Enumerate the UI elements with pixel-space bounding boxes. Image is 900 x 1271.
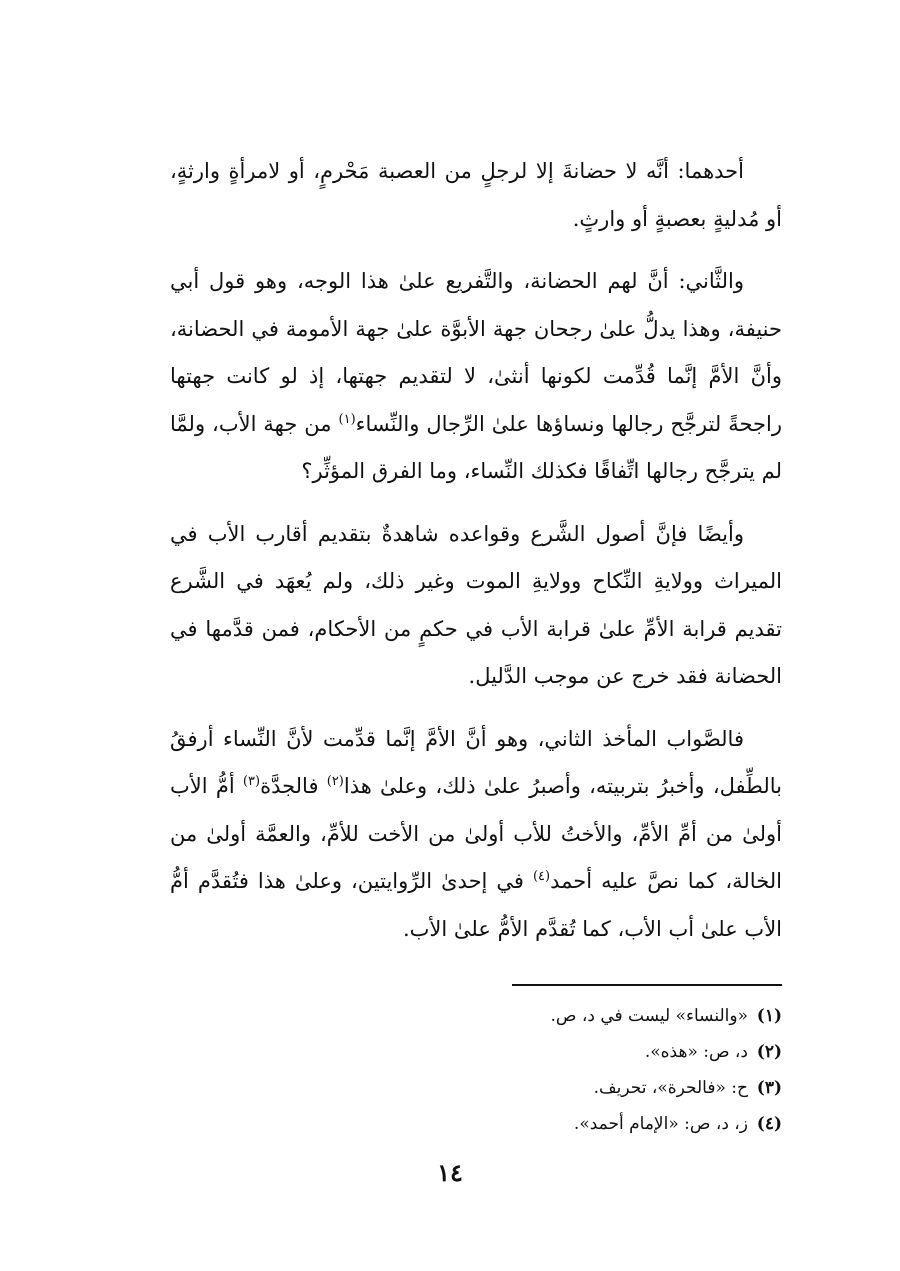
- paragraph-text: فالجدَّة: [260, 774, 327, 798]
- paragraph-text: في إحدىٰ الرِّوايتين، وعلىٰ هذا فتُقدَّم أمُّ الأب علىٰ أب الأب، كما تُقدَّم الأمُّ علىٰ الأب.: [170, 869, 782, 941]
- paragraph-text: وأيضًا فإنَّ أصول الشَّرع وقواعده شاهدةٌ بتقديم أقارب الأب في الميراث وولايةِ النِّكاح وولايةِ الموت وغير ذلك، ولم يُعهَد في الشَّرع تقديم قرابة الأمِّ علىٰ قرابة الأب في حكمٍ من الأحكام، فمن قدَّمها في الحضانة فقد خرج عن موجب الدَّليل.: [170, 521, 782, 688]
- footnote-text: «والنساء» ليست في د، ص.: [550, 1006, 748, 1026]
- footnote-text: د، ص: «هذه».: [644, 1042, 748, 1062]
- paragraph: [170, 258, 782, 496]
- footnote: [440, 1070, 782, 1106]
- footnote: [440, 998, 782, 1034]
- paragraph-text: والثَّاني: أنَّ لهم الحضانة، والتَّفريع علىٰ هذا الوجه، وهو قول أبي حنيفة، وهذا يدلُّ علىٰ رجحان جهة الأبوَّة علىٰ جهة الأمومة في الحضانة، وأنَّ الأمَّ إنَّما قُدِّمت لكونها أنثىٰ، لا لتقديم جهتها، إذ لو كانت جهتها راجحةً لترجَّح رجالها ونساؤها علىٰ الرِّجال والنِّساء: [170, 269, 783, 436]
- footnote-reference[interactable]: (٤): [532, 869, 551, 884]
- footnote-reference[interactable]: (٢): [326, 774, 344, 789]
- footnote-number: (٤): [756, 1114, 782, 1134]
- paragraph: [170, 511, 782, 701]
- body-text: [170, 148, 782, 968]
- footnote-number: (١): [756, 1006, 782, 1026]
- footnote-number: (٢): [756, 1042, 782, 1062]
- paragraph-text: أحدهما: أنَّه لا حضانةَ إلا لرجلٍ من العصبة مَحْرمٍ، أو لامرأةٍ وارثةٍ، أو مُدليةٍ بعصبةٍ أو وارثٍ.: [170, 159, 782, 231]
- footnote: [440, 1106, 782, 1142]
- footnote: [440, 1034, 782, 1070]
- footnote-separator: [512, 984, 782, 986]
- paragraph-text: أمُّ الأب أولىٰ من أمِّ الأمِّ، والأختُ للأب أولىٰ من الأخت للأمِّ، والعمَّة أولىٰ من الخالة، كما نصَّ عليه أحمد: [170, 774, 782, 893]
- paragraph-text: من جهة الأب، ولمَّا لم يترجَّح رجالها اتِّفاقًا فكذلك النِّساء، وما الفرق المؤثِّر؟: [170, 411, 782, 483]
- footnote-text: ز، د، ص: «الإمام أحمد».: [573, 1114, 748, 1134]
- paragraph-text: فالصَّواب المأخذ الثاني، وهو أنَّ الأمَّ إنَّما قدِّمت لأنَّ النِّساء أرفقُ بالطِّفل، وأخبرُ بتربيته، وأصبرُ علىٰ ذلك، وعلىٰ هذا: [170, 726, 782, 798]
- page-number: ١٤: [437, 1158, 463, 1187]
- footnote-reference[interactable]: (١): [338, 411, 356, 427]
- footnote-number: (٣): [756, 1078, 782, 1098]
- paragraph: [170, 148, 782, 243]
- footnote-reference[interactable]: (٣): [242, 774, 261, 789]
- footnotes: [440, 998, 782, 1142]
- paragraph: [170, 716, 782, 954]
- footnote-text: ح: «فالحرة»، تحريف.: [593, 1078, 748, 1098]
